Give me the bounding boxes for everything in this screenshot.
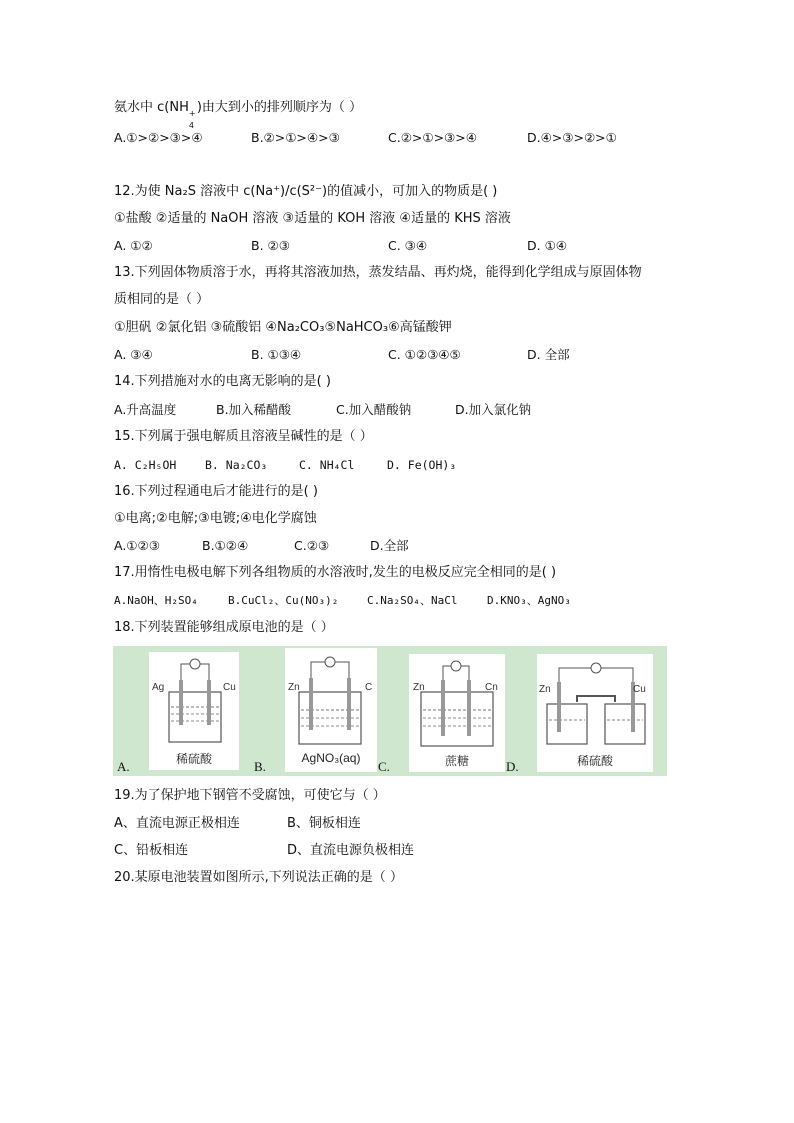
q12-option-d: D. ①④ [527, 238, 567, 253]
q12-items: ①盐酸 ②适量的 NaOH 溶液 ③适量的 KOH 溶液 ④适量的 KHS 溶液 [114, 211, 511, 226]
q15-option-d: D. Fe(OH)₃ [387, 458, 457, 472]
q11-option-a: A.①>②>③>④ [114, 130, 203, 145]
q12-option-a: A. ①② [114, 238, 153, 253]
q12-option-b: B. ②③ [251, 238, 290, 253]
q18-c-solution: 蔗糖 [444, 754, 469, 768]
q18-d-solution: 稀硫酸 [576, 754, 613, 768]
q16-items: ①电离;②电解;③电镀;④电化学腐蚀 [114, 511, 317, 526]
q19-option-b: B、铜板相连 [287, 816, 361, 831]
q11-option-d: D.④>③>②>① [527, 130, 617, 145]
q15-option-a: A. C₂H₅OH [114, 458, 177, 472]
q17-option-b: B.CuCl₂、Cu(NO₃)₂ [228, 594, 339, 607]
q18-c-left-electrode: Zn [413, 682, 425, 693]
q13-stem-line1: 13.下列固体物质溶于水，再将其溶液加热，蒸发结晶、再灼烧，能得到化学组成与原固体物 [114, 265, 642, 280]
q17-stem: 17.用惰性电极电解下列各组物质的水溶液时,发生的电极反应完全相同的是( ) [114, 565, 557, 580]
q18-label-d: D. [506, 759, 519, 774]
q18-label-a: A. [117, 759, 130, 774]
q15-option-c: C. NH₄Cl [299, 458, 355, 472]
q18-figure-strip [113, 646, 667, 776]
q18-b-right-electrode: C [365, 682, 373, 693]
q16-option-c: C.②③ [294, 538, 330, 553]
q15-stem: 15.下列属于强电解质且溶液呈碱性的是（ ） [114, 429, 373, 444]
q12-option-c: C. ③④ [388, 238, 428, 253]
q20-stem: 20.某原电池装置如图所示,下列说法正确的是（ ） [114, 870, 403, 885]
q17-option-c: C.Na₂SO₄、NaCl [367, 594, 458, 607]
q18-a-solution: 稀硫酸 [175, 752, 212, 766]
q18-d-right-electrode: Cu [633, 684, 646, 695]
q14-option-a: A.升高温度 [114, 402, 177, 417]
q18-b-left-electrode: Zn [288, 682, 300, 693]
q18-label-c: C. [378, 759, 390, 774]
q18-stem: 18.下列装置能够组成原电池的是（ ） [114, 620, 334, 635]
q14-option-d: D.加入氯化钠 [455, 402, 532, 417]
q18-b-solution: AgNO₃(aq) [301, 751, 361, 765]
q18-a-right-electrode: Cu [223, 682, 236, 693]
q19-option-c: C、铅板相连 [114, 843, 189, 858]
q14-option-c: C.加入醋酸钠 [336, 402, 412, 417]
q16-option-b: B.①②④ [202, 538, 249, 553]
q12-stem: 12.为使 Na₂S 溶液中 c(Na⁺)/c(S²⁻)的值减小，可加入的物质是( ) [114, 184, 498, 199]
q18-apparatus-d [537, 654, 653, 772]
q13-option-a: A. ③④ [114, 347, 153, 362]
q13-items: ①胆矾 ②氯化铝 ③硫酸铝 ④Na₂CO₃⑤NaHCO₃⑥高锰酸钾 [114, 320, 452, 335]
q16-option-d: D.全部 [370, 538, 409, 553]
q18-c-right-electrode: Cn [485, 682, 498, 693]
q16-stem: 16.下列过程通电后才能进行的是( ) [114, 484, 318, 499]
q18-apparatus-c [409, 654, 505, 772]
q17-option-a: A.NaOH、H₂SO₄ [114, 594, 198, 607]
q18-apparatus-b [285, 648, 377, 772]
q13-option-c: C. ①②③④⑤ [388, 347, 461, 362]
q18-label-b: B. [254, 759, 266, 774]
q17-option-d: D.KNO₃、AgNO₃ [487, 594, 571, 607]
q16-option-a: A.①②③ [114, 538, 160, 553]
q19-option-d: D、直流电源负极相连 [287, 843, 415, 858]
q14-option-b: B.加入稀醋酸 [216, 402, 292, 417]
q13-option-d: D. 全部 [527, 347, 570, 362]
q13-option-b: B. ①③④ [251, 347, 302, 362]
q19-stem: 19.为了保护地下钢管不受腐蚀，可使它与（ ） [114, 788, 386, 803]
q18-a-left-electrode: Ag [152, 682, 165, 693]
q11-option-c: C.②>①>③>④ [388, 130, 477, 145]
q19-option-a: A、直流电源正极相连 [114, 816, 240, 831]
q11-stem: 氨水中 c(NH + 4 )由大到小的排列顺序为（ ） [114, 100, 363, 130]
q11-option-b: B.②>①>④>③ [251, 130, 340, 145]
q13-stem-line2: 质相同的是（ ） [114, 292, 210, 307]
q14-stem: 14.下列措施对水的电离无影响的是( ) [114, 374, 331, 389]
q18-d-left-electrode: Zn [539, 684, 551, 695]
q18-apparatus-a [149, 652, 239, 770]
q15-option-b: B. Na₂CO₃ [205, 458, 268, 472]
